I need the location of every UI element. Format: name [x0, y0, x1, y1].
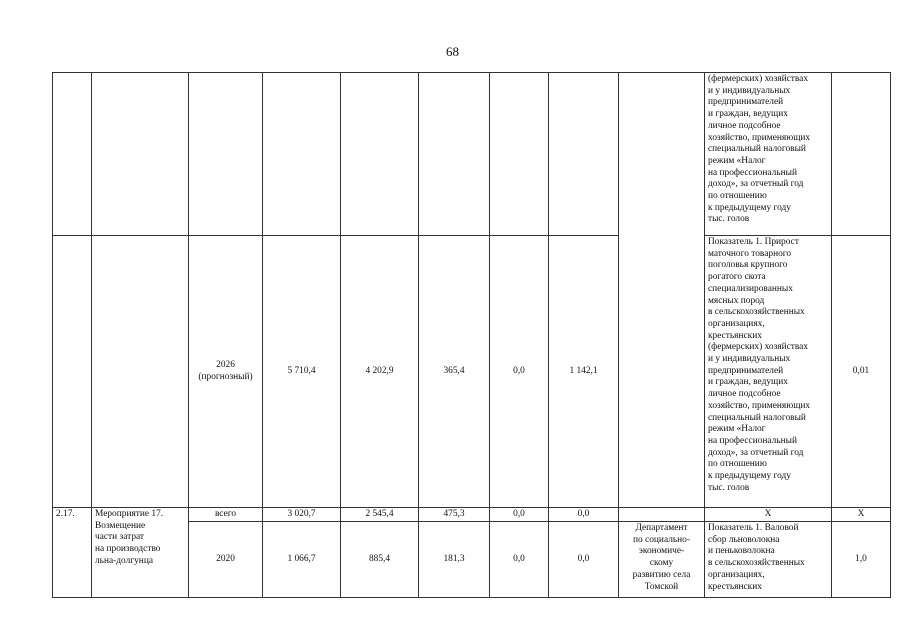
cell-indicator: Показатель 1. Валовой сбор льноволокна и пеньковолокна в сельскохозяйственных организациях, крестьянских [705, 522, 832, 598]
cell-value: 0,01 [832, 236, 891, 508]
cell-total: 3 020,7 [263, 508, 341, 522]
cell-num [53, 73, 92, 236]
table-row-2-17-total [53, 508, 891, 522]
cell-reg [419, 73, 490, 236]
cell-fed: 2 545,4 [341, 508, 419, 522]
cell-local: 0,0 [490, 522, 549, 598]
cell-year [189, 73, 263, 236]
cell-num [53, 236, 92, 508]
cell-num: 2.17. [53, 508, 92, 598]
cell-reg: 475,3 [419, 508, 490, 522]
cell-indicator: X [705, 508, 832, 522]
table-row-continuation [53, 73, 891, 236]
cell-fed [341, 73, 419, 236]
cell-year: всего [189, 508, 263, 522]
cell-value: 1,0 [832, 522, 891, 598]
cell-reg: 365,4 [419, 236, 490, 508]
cell-reg: 181,3 [419, 522, 490, 598]
cell-other: 0,0 [549, 522, 619, 598]
cell-executor [619, 73, 705, 508]
budget-table [52, 72, 891, 598]
cell-other: 1 142,1 [549, 236, 619, 508]
cell-other [549, 73, 619, 236]
cell-executor [619, 508, 705, 522]
cell-executor: Департамент по социально- экономиче- скому развитию села Томской [619, 522, 705, 598]
page-number: 68 [446, 44, 459, 59]
cell-local: 0,0 [490, 508, 549, 522]
table-row-2026 [53, 236, 891, 508]
cell-name [92, 73, 189, 236]
cell-local [490, 73, 549, 236]
cell-total: 1 066,7 [263, 522, 341, 598]
cell-name [92, 236, 189, 508]
cell-total [263, 73, 341, 236]
cell-local: 0,0 [490, 236, 549, 508]
cell-other: 0,0 [549, 508, 619, 522]
cell-value [832, 73, 891, 236]
cell-indicator: Показатель 1. Прирост маточного товарного поголовья крупного рогатого скота специализированных мясных пород в сельскохозяйственных организациях, крестьянских (фермерских) хозяйствах и у индивидуальных предпринимателей и граждан, ведущих личное подсобное хозяйство, применяющих специальный налоговый режим «Налог на профессиональный доход», за отчетный год по отношению к предыдущему году тыс. голов [705, 236, 832, 508]
cell-total: 5 710,4 [263, 236, 341, 508]
cell-indicator: (фермерских) хозяйствах и у индивидуальных предпринимателей и граждан, ведущих личное подсобное хозяйство, применяющих специальный налоговый режим «Налог на профессиональный доход», за отчетный год по отношению к предыдущему году тыс. голов [705, 73, 832, 236]
cell-fed: 885,4 [341, 522, 419, 598]
cell-year: 2020 [189, 522, 263, 598]
cell-fed: 4 202,9 [341, 236, 419, 508]
cell-value: X [832, 508, 891, 522]
cell-year: 2026 (прогнозный) [189, 236, 263, 508]
cell-name: Мероприятие 17. Возмещение части затрат на производство льна-долгунца [92, 508, 189, 598]
